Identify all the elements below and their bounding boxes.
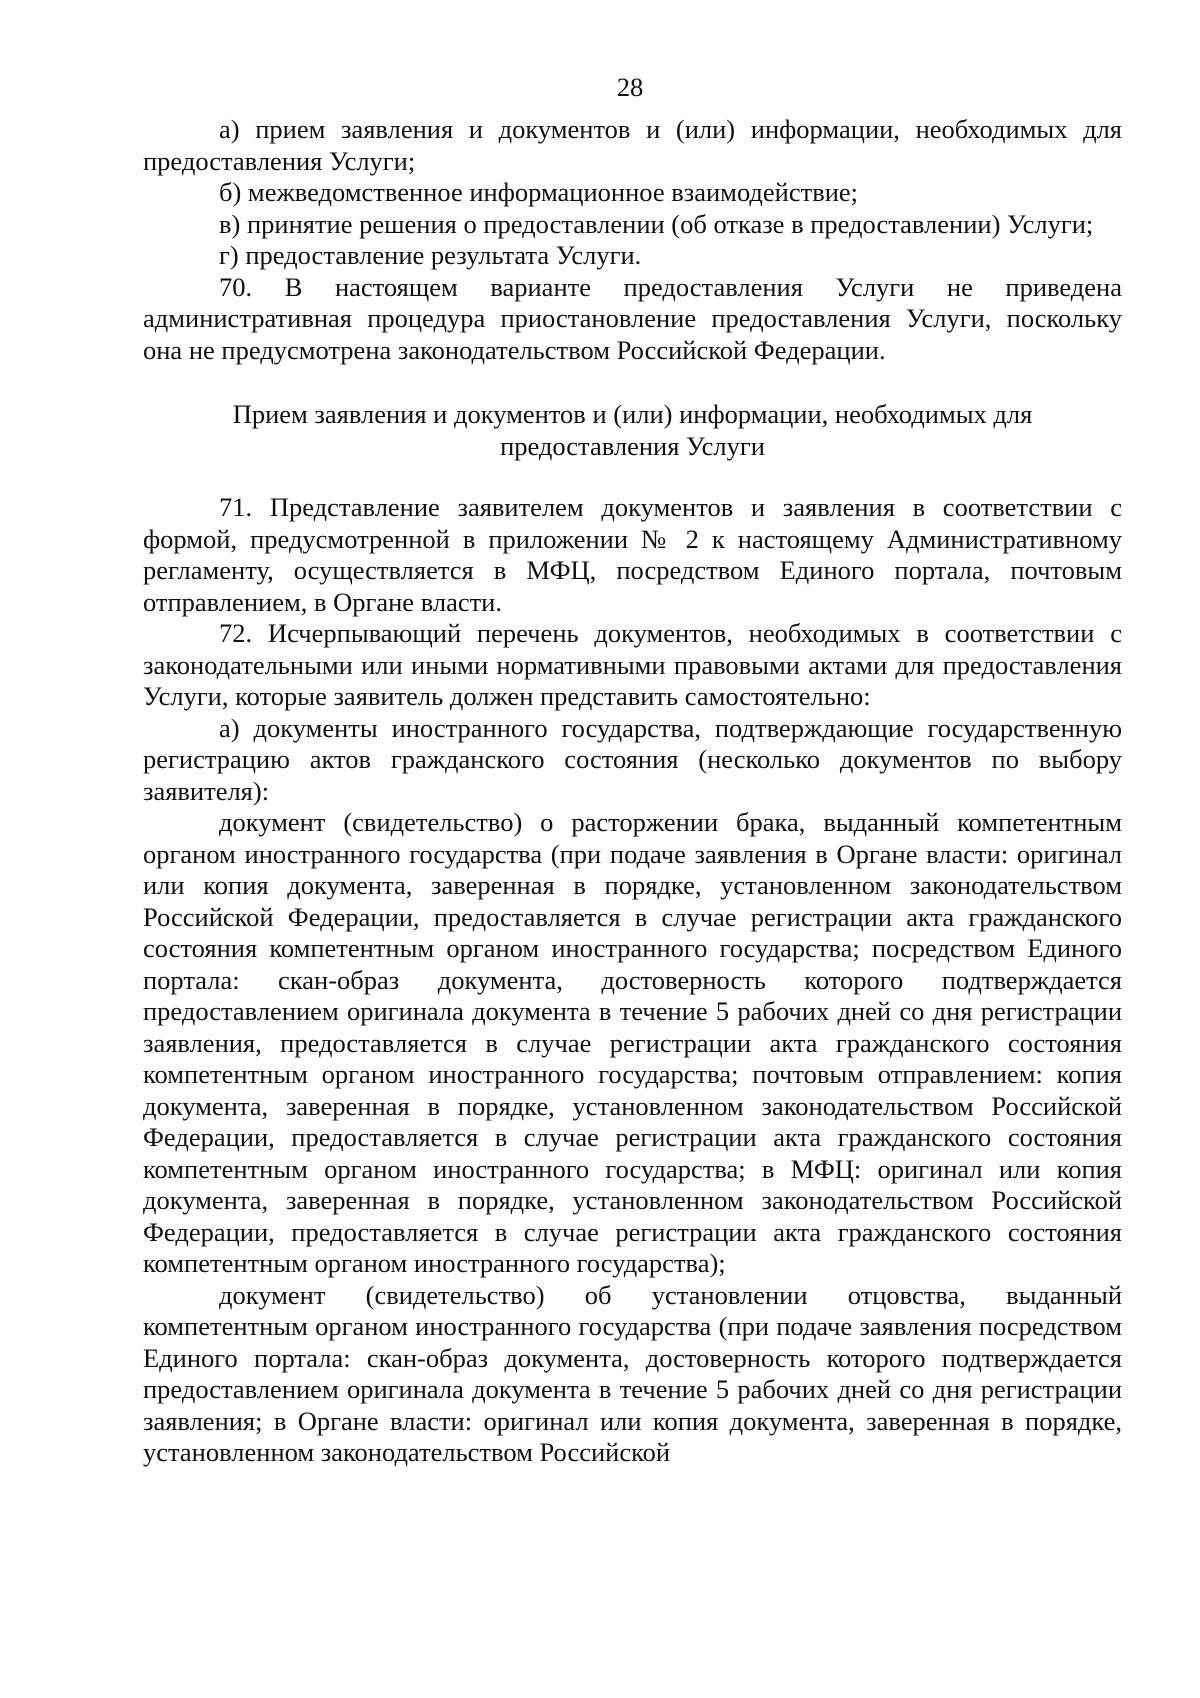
paragraph-70: 70. В настоящем варианте предоставления Услуги не приведена административная процедура приостановление предоставления Услуги, поскольку она не предусмотрена законодательством Российской Федерации. [143,271,1122,365]
paragraph-71: 71. Представление заявителем документов и заявления в соответствии с формой, предусмотренной в приложении № 2 к настоящему Административному регламенту, осуществляется в МФЦ, посредством Единого портала, почтовым отправлением, в Органе власти. [143,492,1122,617]
paragraph-item-b: б) межведомственное информационное взаимодействие; [219,177,859,207]
page-number: 28 [616,72,644,102]
section-heading-line-1: Прием заявления и документов и (или) информации, необходимых для [232,399,1033,429]
paragraph-paternity-certificate: документ (свидетельство) об установлении отцовства, выданный компетентным органом иностранного государства (при подаче заявления посредством Единого портала: скан-образ документа, достоверность которого подтверждается предоставлением оригинала документа в течение 5 рабочих дней со дня регистрации заявления; в Органе власти: оригинал или копия документа, заверенная в порядке, установленном законодательством Российской [143,1279,1122,1467]
paragraph-72-item-a: а) документы иностранного государства, подтверждающие государственную регистрацию актов гражданского состояния (несколько документов по выбору заявителя): [143,712,1122,806]
paragraph-item-g: г) предоставление результата Услуги. [219,240,642,270]
section-heading-line-2: предоставления Услуги [500,430,765,461]
paragraph-divorce-certificate: документ (свидетельство) о расторжении брака, выданный компетентным органом иностранного государства (при подаче заявления в Органе власти: оригинал или копия документа, заверенная в порядке, установленном законодательством Российской Федерации, предоставляется в случае регистрации акта гражданского состояния компетентным органом иностранного государства; посредством Единого портала: скан-образ документа, достоверность которого подтверждается предоставлением оригинала документа в течение 5 рабочих дней со дня регистрации заявления, предоставляется в случае регистрации акта гражданского состояния компетентным органом иностранного государства; почтовым отправлением: копия документа, заверенная в порядке, установленном законодательством Российской Федерации, предоставляется в случае регистрации акта гражданского состояния компетентным органом иностранного государства; в МФЦ: оригинал или копия документа, заверенная в порядке, установленном законодательством Российской Федерации, предоставляется в случае регистрации акта гражданского состояния компетентным органом иностранного государства); [143,807,1122,1278]
paragraph-72: 72. Исчерпывающий перечень документов, необходимых в соответствии с законодательными или иными нормативными правовыми актами для предоставления Услуги, которые заявитель должен представить самостоятельно: [143,618,1122,711]
paragraph-item-v: в) принятие решения о предоставлении (об отказе в предоставлении) Услуги; [219,208,1094,239]
section-heading [143,399,1122,462]
paragraph-item-a: а) прием заявления и документов и (или) информации, необходимых для предоставления Услуги; [143,114,1122,176]
document-body [143,114,1122,1469]
